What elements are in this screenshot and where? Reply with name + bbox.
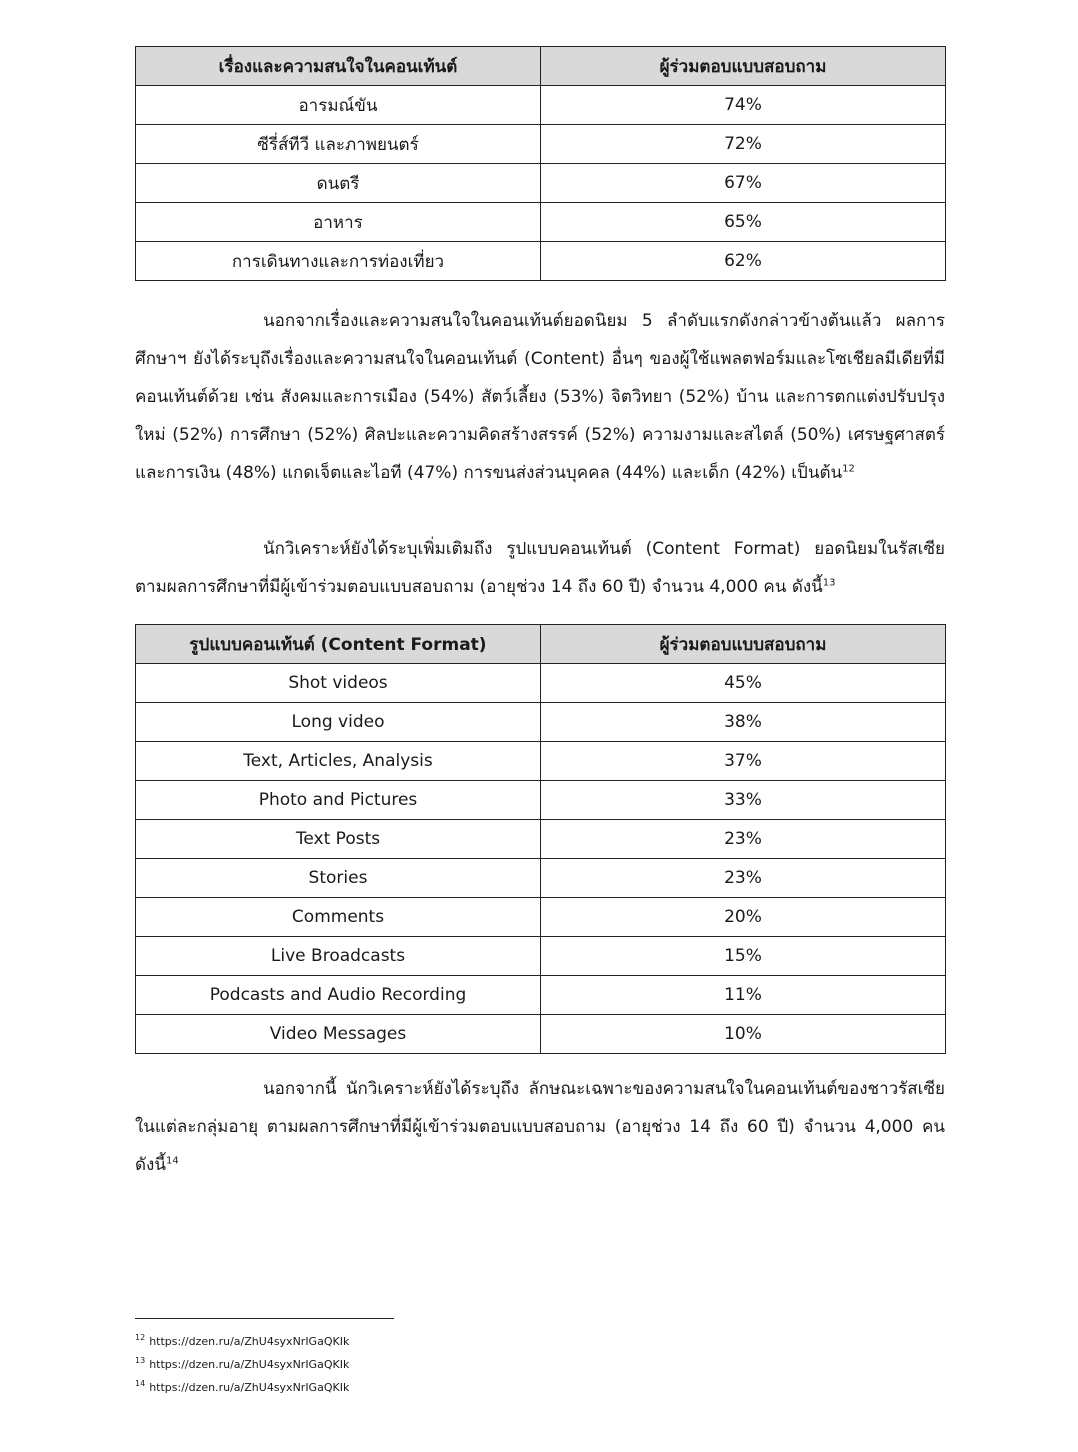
table-cell: Live Broadcasts	[136, 937, 541, 976]
table-cell: Text Posts	[136, 820, 541, 859]
content-format-table	[135, 624, 946, 1054]
table-cell: 74%	[541, 86, 946, 125]
footnote-reference[interactable]: 12	[842, 463, 855, 475]
table-cell: 65%	[541, 203, 946, 242]
table-cell: 23%	[541, 820, 946, 859]
table-cell: 38%	[541, 703, 946, 742]
table-cell: Comments	[136, 898, 541, 937]
table-header-cell: ผู้ร่วมตอบแบบสอบถาม	[541, 625, 946, 664]
footnote-number: 13	[135, 1356, 146, 1366]
table-cell: Podcasts and Audio Recording	[136, 976, 541, 1015]
content-interest-table	[135, 46, 946, 281]
table-cell: อาหาร	[136, 203, 541, 242]
footnote-item	[135, 1330, 735, 1353]
footnote-divider	[135, 1318, 394, 1319]
body-paragraph	[135, 530, 945, 606]
table-row	[136, 1015, 946, 1054]
table-cell: 72%	[541, 125, 946, 164]
table-cell: ดนตรี	[136, 164, 541, 203]
table-cell: Stories	[136, 859, 541, 898]
footnote-number: 14	[135, 1379, 146, 1389]
table-header-cell: ผู้ร่วมตอบแบบสอบถาม	[541, 47, 946, 86]
table-cell: Photo and Pictures	[136, 781, 541, 820]
table-cell: 20%	[541, 898, 946, 937]
footnote-reference[interactable]: 13	[822, 577, 836, 589]
table-cell: Video Messages	[136, 1015, 541, 1054]
paragraph-text: นอกจากนี้ นักวิเคราะห์ยังได้ระบุถึง ลักษณะเฉพาะของความสนใจในคอนเท้นต์ของชาวรัสเซียในแต่ละกลุ่มอายุ ตามผลการศึกษาที่มีผู้เข้าร่วมตอบแบบสอบถาม (อายุช่วง 14 ถึง 60 ปี) จำนวน 4,000 คน ดังนี้	[135, 1079, 945, 1175]
footnote-item	[135, 1353, 735, 1376]
paragraph-text: นักวิเคราะห์ยังได้ระบุเพิ่มเติมถึง รูปแบบคอนเท้นต์ (Content Format) ยอดนิยมในรัสเซีย ตามผลการศึกษาที่มีผู้เข้าร่วมตอบแบบสอบถาม (อายุช่วง 14 ถึง 60 ปี) จำนวน 4,000 คน ดังนี้	[135, 539, 945, 597]
table-row	[136, 820, 946, 859]
body-paragraph	[135, 1070, 945, 1184]
table-header-cell: เรื่องและความสนใจในคอนเท้นต์	[136, 47, 541, 86]
table-cell: 67%	[541, 164, 946, 203]
table-header-cell: รูปแบบคอนเท้นต์ (Content Format)	[136, 625, 541, 664]
table-cell: 23%	[541, 859, 946, 898]
table-row	[136, 164, 946, 203]
table-row	[136, 125, 946, 164]
table-row	[136, 859, 946, 898]
footnote-link[interactable]: https://dzen.ru/a/ZhU4syxNrIGaQKIk	[149, 1358, 350, 1371]
table-row	[136, 242, 946, 281]
table-row	[136, 937, 946, 976]
table-row	[136, 742, 946, 781]
footnotes	[135, 1330, 735, 1399]
table-cell: 33%	[541, 781, 946, 820]
table-cell: 11%	[541, 976, 946, 1015]
table-cell: การเดินทางและการท่องเที่ยว	[136, 242, 541, 281]
table-row	[136, 703, 946, 742]
footnote-reference[interactable]: 14	[165, 1155, 179, 1167]
table-row	[136, 781, 946, 820]
table-row	[136, 86, 946, 125]
table-cell: 37%	[541, 742, 946, 781]
table-row	[136, 203, 946, 242]
footnote-link[interactable]: https://dzen.ru/a/ZhU4syxNrIGaQKIk	[149, 1335, 350, 1348]
footnote-item	[135, 1376, 735, 1399]
table-header-row	[136, 625, 946, 664]
table-row	[136, 664, 946, 703]
table-cell: Long video	[136, 703, 541, 742]
footnote-number: 12	[135, 1333, 146, 1343]
table-row	[136, 976, 946, 1015]
table-cell: Shot videos	[136, 664, 541, 703]
table-cell: 62%	[541, 242, 946, 281]
body-paragraph	[135, 302, 945, 492]
table-cell: 10%	[541, 1015, 946, 1054]
table-cell: Text, Articles, Analysis	[136, 742, 541, 781]
footnote-link[interactable]: https://dzen.ru/a/ZhU4syxNrIGaQKIk	[149, 1381, 350, 1394]
table-cell: อารมณ์ขัน	[136, 86, 541, 125]
table-cell: ซีรี่ส์ทีวี และภาพยนตร์	[136, 125, 541, 164]
table-cell: 15%	[541, 937, 946, 976]
table-header-row	[136, 47, 946, 86]
paragraph-text: นอกจากเรื่องและความสนใจในคอนเท้นต์ยอดนิยม 5 ลำดับแรกดังกล่าวข้างต้นแล้ว ผลการศึกษาฯ ยังได้ระบุถึงเรื่องและความสนใจในคอนเท้นต์ (Content) อื่นๆ ของผู้ใช้แพลตฟอร์มและโซเชียลมีเดียที่มีคอนเท้นต์ด้วย เช่น สังคมและการเมือง (54%) สัตว์เลี้ยง (53%) จิตวิทยา (52%) บ้าน และการตกแต่งปรับปรุงใหม่ (52%) การศึกษา (52%) ศิลปะและความคิดสร้างสรรค์ (52%) ความงามและสไตล์ (50%) เศรษฐศาสตร์และการเงิน (48%) แกดเจ็ตและไอที (47%) การขนส่งส่วนบุคคล (44%) และเด็ก (42%) เป็นต้น	[135, 311, 945, 483]
table-cell: 45%	[541, 664, 946, 703]
table-row	[136, 898, 946, 937]
